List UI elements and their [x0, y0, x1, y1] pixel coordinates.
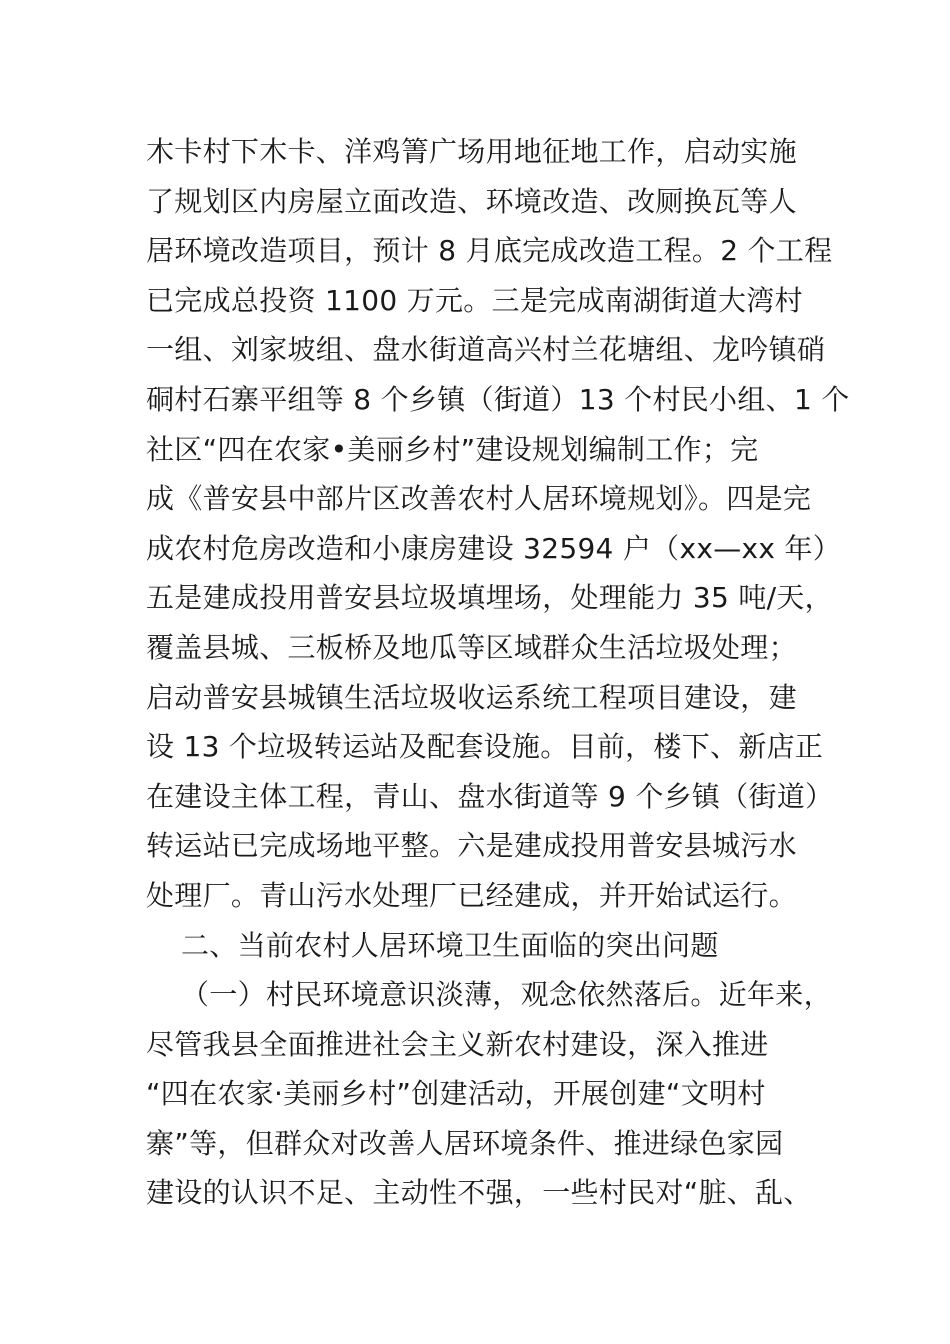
text-line: 设 13 个垃圾转运站及配套设施。目前，楼下、新店正: [146, 730, 824, 764]
text-line: 五是建成投用普安县垃圾填埋场，处理能力 35 吨/天，: [146, 581, 833, 615]
text-line: 已完成总投资 1100 万元。三是完成南湖街道大湾村: [146, 283, 803, 317]
text-line: 在建设主体工程，青山、盘水街道等 9 个乡镇（街道）: [146, 779, 834, 813]
text-line: 建设的认识不足、主动性不强，一些村民对“脏、乱、: [146, 1176, 812, 1210]
text-line: 社区“四在农家•美丽乡村”建设规划编制工作；完: [146, 432, 759, 466]
text-line: 尽管我县全面推进社会主义新农村建设，深入推进: [146, 1027, 769, 1061]
text-line: 硐村石寨平组等 8 个乡镇（街道）13 个村民小组、1 个: [146, 382, 850, 416]
text-line: 木卡村下木卡、洋鸡箐广场用地征地工作，启动实施: [146, 135, 797, 168]
text-line: 覆盖县城、三板桥及地瓜等区域群众生活垃圾处理；: [146, 630, 797, 664]
text-line: 启动普安县城镇生活垃圾收运系统工程项目建设，建: [146, 680, 797, 714]
text-line: 寨”等，但群众对改善人居环境条件、推进绿色家园: [146, 1126, 784, 1160]
text-line: 居环境改造项目，预计 8 月底完成改造工程。2 个工程: [146, 234, 833, 268]
text-line: 处理厂。青山污水处理厂已经建成，并开始试运行。: [146, 878, 797, 912]
text-line: 一组、刘家坡组、盘水街道高兴村兰花塘组、龙吟镇硝: [146, 333, 826, 367]
subsection-heading-line: （一）村民环境意识淡薄，观念依然落后。近年来，: [181, 978, 832, 1012]
document-body: [146, 127, 850, 1218]
text-line: 了规划区内房屋立面改造、环境改造、改厕换瓦等人: [146, 184, 797, 218]
text-line: 成《普安县中部片区改善农村人居环境规划》。四是完: [146, 482, 812, 516]
section-heading: 二、当前农村人居环境卫生面临的突出问题: [181, 928, 719, 962]
text-line: “四在农家·美丽乡村”创建活动，开展创建“文明村: [146, 1077, 766, 1111]
text-line: 成农村危房改造和小康房建设 32594 户（xx—xx 年）: [146, 531, 842, 565]
text-line: 转运站已完成场地平整。六是建成投用普安县城污水: [146, 829, 797, 863]
